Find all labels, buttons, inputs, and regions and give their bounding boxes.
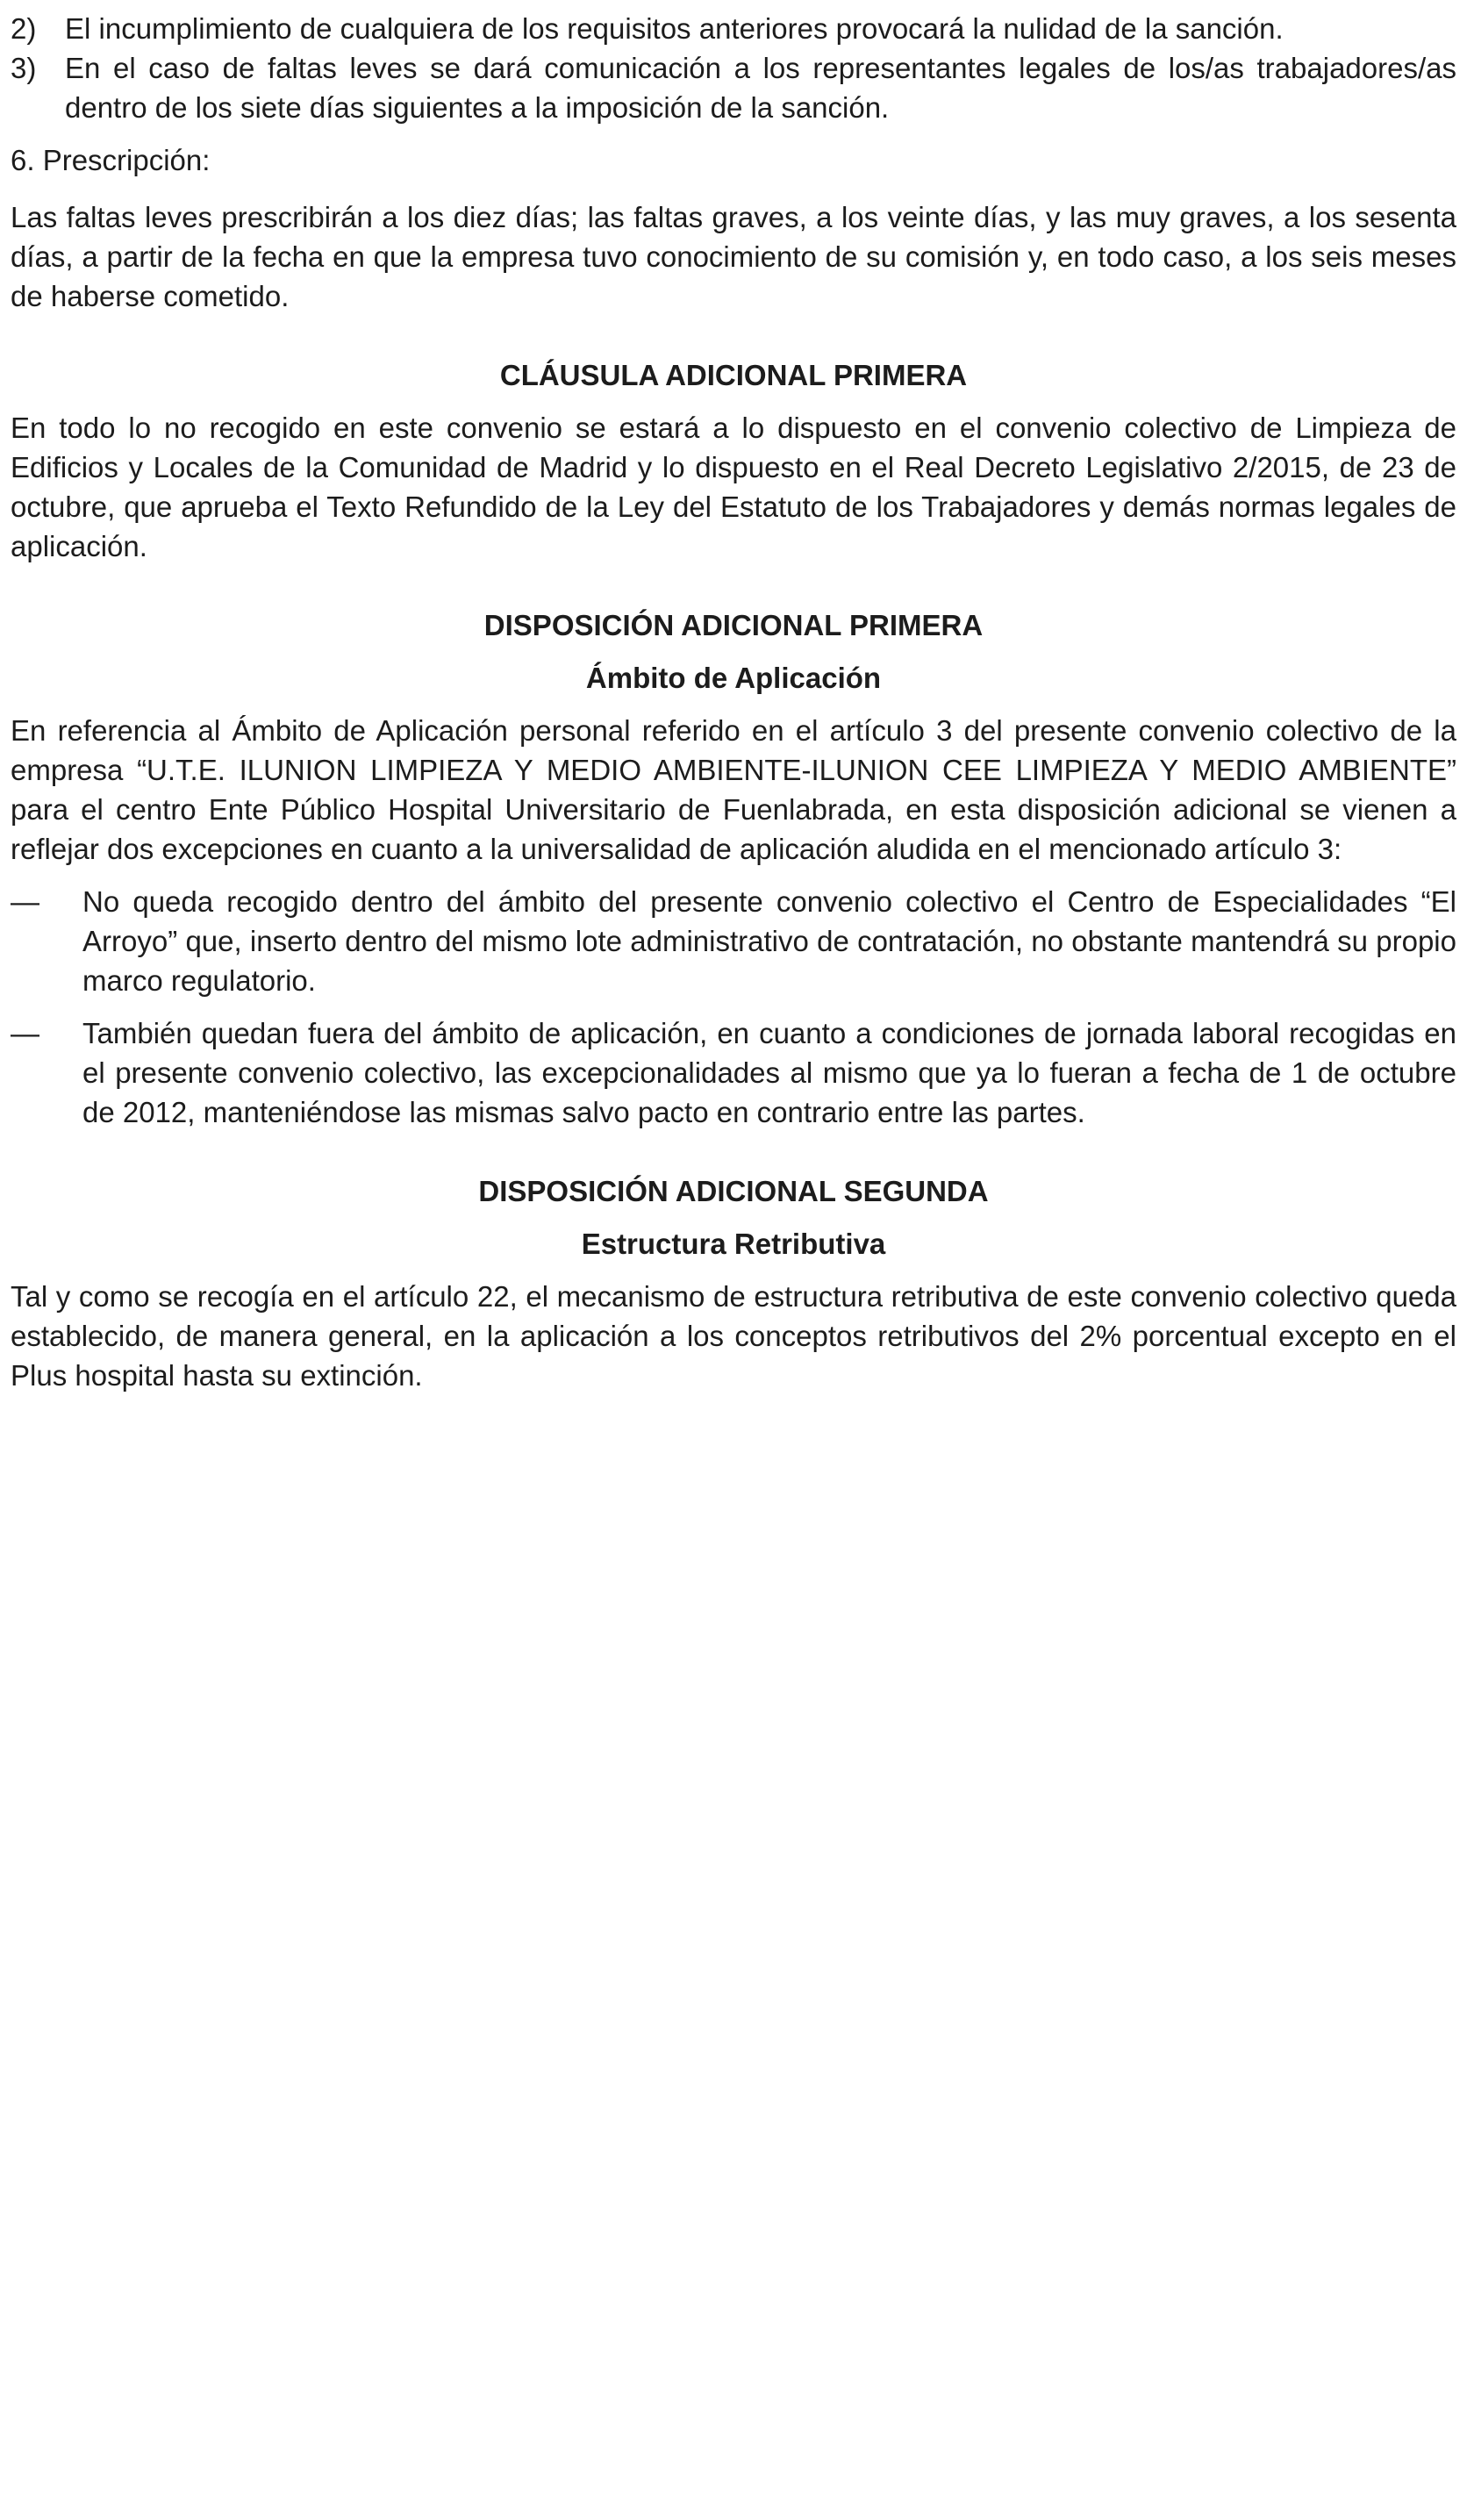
disposicion-segunda-subtitle: Estructura Retributiva (581, 1228, 886, 1260)
dash-marker: — (11, 1017, 39, 1049)
prescripcion-heading: 6. Prescripción: (11, 144, 211, 176)
disposicion-segunda-paragraph: Tal y como se recogía en el artículo 22, el mecanismo de estructura retributiva de este convenio colectivo queda establecido, de manera general, en la aplicación a los conceptos retributivos del 2% porcentual excepto en el Plus hospital hasta su extinción. (11, 1280, 1456, 1392)
disposicion-primera-title: DISPOSICIÓN ADICIONAL PRIMERA (483, 609, 984, 641)
item-text: En el caso de faltas leves se dará comunicación a los representantes legales de los/as trabajadores/as dentro de los siete días siguientes a la imposición de la sanción. (65, 52, 1456, 124)
disposicion-segunda-title: DISPOSICIÓN ADICIONAL SEGUNDA (478, 1175, 989, 1207)
document-page (11, 9, 1456, 1395)
dash-item-text: También quedan fuera del ámbito de aplicación, en cuanto a condiciones de jornada laboral recogidas en el presente convenio colectivo, las excepcionalidades al mismo que ya lo fueran a fecha de 1 de octubre de 2012, manteniéndose las mismas salvo pacto en contrario entre las partes. (82, 1017, 1456, 1128)
numbered-item (11, 48, 1456, 127)
prescripcion-paragraph: Las faltas leves prescribirán a los diez días; las faltas graves, a los veinte días, y las muy graves, a los sesenta días, a partir de la fecha en que la empresa tuvo conocimiento de su comisión y, en todo caso, a los seis meses de haberse cometido. (11, 201, 1456, 312)
item-text: El incumplimiento de cualquiera de los requisitos anteriores provocará la nulidad de la sanción. (65, 12, 1284, 45)
dash-list-item (11, 882, 1456, 1000)
disposicion-primera-subtitle: Ámbito de Aplicación (585, 662, 882, 694)
dash-list-item (11, 1013, 1456, 1132)
dash-item-text: No queda recogido dentro del ámbito del presente convenio colectivo el Centro de Especialidades “El Arroyo” que, inserto dentro del mismo lote administrativo de contratación, no obstante mantendrá su propio marco regulatorio. (82, 885, 1456, 997)
dash-marker: — (11, 885, 39, 918)
item-marker: 3) (11, 52, 37, 84)
numbered-item (11, 9, 1456, 48)
clausula-primera-title: CLÁUSULA ADICIONAL PRIMERA (499, 359, 968, 391)
clausula-primera-paragraph: En todo lo no recogido en este convenio se estará a lo dispuesto en el convenio colectivo de Limpieza de Edificios y Locales de la Comunidad de Madrid y lo dispuesto en el Real Decreto Legislativo 2/2015, de 23 de octubre, que aprueba el Texto Refundido de la Ley del Estatuto de los Trabajadores y demás normas legales de aplicación. (11, 412, 1456, 562)
disposicion-primera-paragraph: En referencia al Ámbito de Aplicación personal referido en el artículo 3 del presente convenio colectivo de la empresa “U.T.E. ILUNION LIMPIEZA Y MEDIO AMBIENTE-ILUNION CEE LIMPIEZA Y MEDIO AMBIENTE” para el centro Ente Público Hospital Universitario de Fuenlabrada, en esta disposición adicional se vienen a reflejar dos excepciones en cuanto a la universalidad de aplicación aludida en el mencionado artículo 3: (11, 714, 1456, 865)
item-marker: 2) (11, 12, 37, 45)
